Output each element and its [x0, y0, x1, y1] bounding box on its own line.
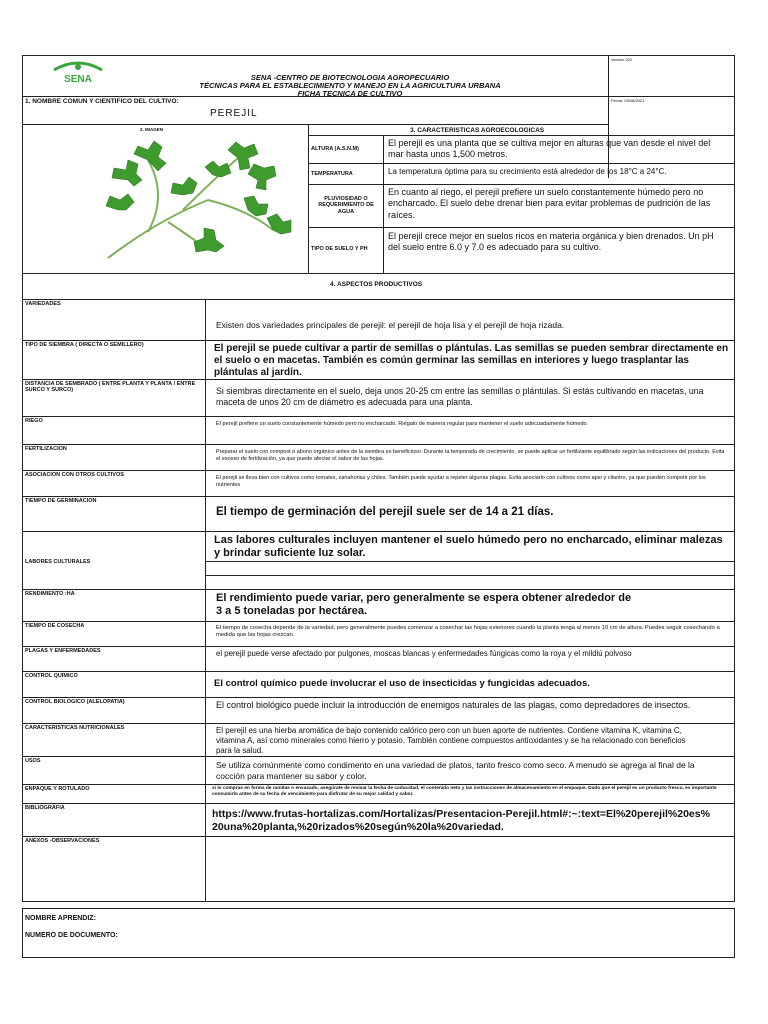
temperatura-value: La temperatura óptima para su crecimiento está alrededor de los 18°C a 24°C. — [388, 167, 667, 176]
labores-value: Las labores culturales incluyen mantener el suelo húmedo pero no encharcado, eliminar malezas y brindar suficiente luz solar. — [214, 534, 723, 559]
s3-row-line-3 — [308, 227, 735, 228]
temperatura-label: TEMPERATURA — [311, 171, 353, 177]
header-program: TÉCNICAS PARA EL ESTABLECIMIENTO Y MANEJO EN LA AGRICULTURA URBANA — [199, 81, 501, 90]
row-line — [22, 756, 735, 757]
row-line — [22, 444, 735, 445]
row-line — [22, 416, 735, 417]
plagas-value: el perejil puede verse afectado por pulgones, moscas blancas y enfermedades fúngicas como la roya y el mildiú polvoso — [216, 649, 632, 658]
row-line — [22, 589, 735, 590]
date-text: Fecha: 09/08/2021 — [611, 98, 645, 103]
nutricionales-value: El perejil es una hierba aromática de bajo contenido calórico pero con un buen aporte de nutrientes. Contiene vitamina K, vitamina C, vitamina A, así como minerales como hierro y potasio. También contiene compuestos antioxidantes y se ha relacionado con beneficios para la salud. — [216, 726, 686, 755]
cosecha-value: El tiempo de cosecha depende de la variedad, pero generalmente puedes comenzar a cosechar las hojas exteriores cuando la planta tenga al menos 10 cm de altura. Puedes seguir cosechando a medida que las hojas crezcan. — [216, 625, 720, 639]
asociacion-value: El perejil se lleva bien con cultivos como tomates, zanahorias y chiles. También puede ayudar a repeler algunas plagas. Evita asociarlo con cultivos como apio y cilantro, ya que pueden competir por los nutrientes — [216, 475, 706, 488]
empaque-value: si lo compras en forma de ramitas o envasado, asegúrate de revisar la fecha de caducidad, el contenido neto y las instrucciones de almacenamiento en el empaque. Dado que el perejil es un producto fresco, es importante consumirlo antes de su fecha de vencimiento para disfrutar de su mejor calidad y sabor. — [212, 786, 717, 797]
usos-label: USOS — [25, 758, 41, 764]
sena-logo — [48, 58, 108, 86]
section23-divider — [22, 124, 608, 125]
pluviosidad-value: En cuanto al riego, el perejil prefiere un suelo constantemente húmedo pero no encharcado. El suelo debe drenar bien para evitar problemas de pudrición de las raíces. — [388, 187, 711, 220]
siembra-label: TIPO DE SIEMBRA ( DIRECTA O SEMILLERO) — [25, 342, 144, 348]
suelo-label: TIPO DE SUELO Y PH — [311, 246, 368, 252]
distancia-label: DISTANCIA DE SEMBRADO ( ENTRE PLANTA Y PLANTA / ENTRE SURCO Y SURCO) — [25, 381, 196, 394]
row-line — [205, 575, 735, 576]
empaque-label: ENPAQUE Y ROTULADO — [25, 786, 90, 792]
footer-box — [22, 908, 735, 958]
crop-name: PEREJIL — [210, 108, 258, 119]
header-institution: SENA -CENTRO DE BIOTECNOLOGIA AGROPECUARIO — [250, 73, 450, 82]
row-line — [22, 470, 735, 471]
biologico-label: CONTROL BIOLOGICO (ALELOPATIA) — [25, 699, 125, 705]
quimico-label: CONTROL QUIMICO — [25, 673, 78, 679]
nutricionales-label: CARACTERISTICAS NUTRICIONALES — [25, 725, 125, 731]
anexos-label: ANEXOS -OBSERVACIONES — [25, 838, 100, 844]
riego-value: El perejil prefiere un suelo constantemente húmedo pero no encharcado. Riégalo de manera regular para mantener el suelo adecuadamente húmedo. — [216, 421, 589, 427]
riego-label: RIEGO — [25, 418, 43, 424]
altura-label: ALTURA (A.S.N.M) — [311, 146, 359, 152]
row-line — [22, 646, 735, 647]
siembra-value: El perejil se puede cultivar a partir de semillas o plántulas. Las semillas se pueden sembrar directamente en el suelo o en macetas. También es común germinar las semillas en interiores y luego trasplantar las plántulas al jardín. — [214, 343, 729, 378]
date-divider — [608, 96, 735, 97]
pluviosidad-label: PLUVIOSIDAD O REQUERIMIENTO DE AGUA — [318, 196, 374, 215]
s3-label-divider — [383, 135, 384, 273]
row-line — [22, 784, 735, 785]
documento-label: NUMERO DE DOCUMENTO: — [25, 932, 118, 939]
usos-value: Se utiliza comúnmente como condimento en una variedad de platos, tanto fresco como seco. A menudo se agrega al final de la cocción para mantener su sabor y color. — [216, 760, 695, 781]
row-line — [22, 697, 735, 698]
fertilizacion-label: FERTILIZACION — [25, 446, 67, 452]
version-text: Version 002 — [611, 57, 633, 62]
section4-label: 4. ASPECTOS PRODUCTIVOS — [330, 281, 423, 288]
image-divider — [308, 124, 309, 273]
section4-top-line — [22, 273, 735, 274]
bibliografia-link[interactable]: https://www.frutas-hortalizas.com/Hortalizas/Presentacion-Perejil.html#:~:text=El%20perejil%20es%20una%20planta,%20rizados%20según%20la%20variedad. — [212, 808, 710, 834]
germinacion-label: TIEMPO DE GERMINACION — [25, 498, 97, 504]
header-doc-title: FICHA TECNICA DE CULTIVO — [297, 89, 403, 98]
section3-label: 3. CARACTERISTICAS AGROECOLOGICAS — [410, 127, 545, 134]
s4-label-divider — [205, 299, 206, 902]
row-line — [22, 531, 735, 532]
quimico-value: El control químico puede involucrar el uso de insecticidas y fungicidas adecuados. — [214, 678, 590, 689]
row-line — [22, 836, 735, 837]
row-line — [22, 379, 735, 380]
rendimiento-label: RENDIMIENTO :HA — [25, 591, 75, 597]
row-line — [22, 671, 735, 672]
suelo-value: El perejil crece mejor en suelos ricos en materia orgánica y bien drenados. Un pH del suelo entre 6.0 y 7.0 es adecuado para su cultivo. — [388, 231, 714, 253]
row-line — [22, 621, 735, 622]
distancia-value: Si siembras directamente en el suelo, deja unos 20-25 cm entre las semillas o plántulas. Si estás cultivando en macetas, una maceta de unos 20 cm de diámetro es adecuada para una planta. — [216, 386, 704, 407]
row-line — [22, 803, 735, 804]
labores-label: LABORES CULTURALES — [25, 559, 91, 565]
fertilizacion-value: Preparar el suelo con compost o abono orgánico antes de la siembra es beneficioso. Durante la temporada de crecimiento, se puede aplicar un fertilizante equilibrado según las indicaciones del producto. Evita el exceso de fertilización, ya que puede afectar el sabor de las hojas. — [216, 449, 725, 462]
plagas-label: PLAGAS Y ENFERMEDADES — [25, 648, 101, 654]
s3-row-line-2 — [308, 184, 735, 185]
row-line — [22, 340, 735, 341]
logo-text: SENA — [64, 74, 92, 85]
altura-value: El perejil es una planta que se cultiva mejor en alturas que van desde el nivel del mar hasta unos 1,500 metros. — [388, 138, 711, 160]
rendimiento-value: El rendimiento puede variar, pero generalmente se espera obtener alrededor de 3 a 5 toneladas por hectárea. — [216, 592, 632, 618]
section1-label: 1. NOMBRE COMUN Y CIENTIFICO DEL CULTIVO: — [25, 98, 179, 105]
section3-head-line — [308, 135, 735, 136]
section4-head-line — [22, 299, 735, 300]
section1-divider — [22, 96, 608, 97]
row-line — [22, 496, 735, 497]
bibliografia-label: BIBLIOGRAFIA — [25, 805, 65, 811]
variedades-value: Existen dos variedades principales de perejil: el perejil de hoja lisa y el perejil de hoja rizada. — [216, 320, 565, 330]
asociacion-label: ASOCIACION CON OTROS CULTIVOS — [25, 472, 124, 478]
section2-label: 2. IMAGEN — [140, 127, 164, 132]
biologico-value: El control biológico puede incluir la introducción de enemigos naturales de las plagas, como depredadores de insectos. — [216, 700, 691, 710]
germinacion-value: El tiempo de germinación del perejil suele ser de 14 a 21 días. — [216, 506, 554, 518]
row-line — [205, 561, 735, 562]
row-line — [22, 723, 735, 724]
s3-row-line-1 — [308, 163, 735, 164]
aprendiz-label: NOMBRE APRENDIZ: — [25, 915, 96, 922]
parsley-image — [88, 140, 293, 264]
variedades-label: VARIEDADES — [25, 301, 61, 307]
cosecha-label: TIEMPO DE COSECHA — [25, 623, 85, 629]
